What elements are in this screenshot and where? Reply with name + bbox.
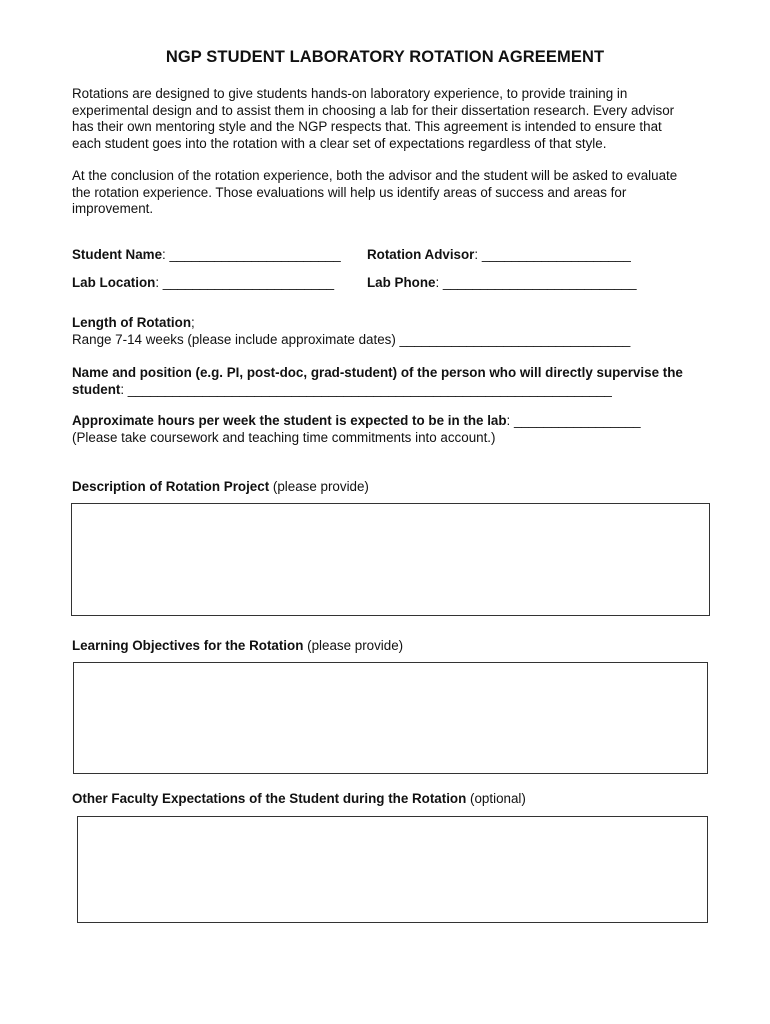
rotation-advisor-field[interactable] [367,247,631,264]
rotation-advisor-label: Rotation Advisor [367,247,475,262]
supervisor-field [72,365,683,398]
intro-line: experimental design and to assist them in choosing a lab for their dissertation research. Every advisor [72,102,675,118]
rotation-advisor-blank[interactable]: : ____________________ [474,247,631,262]
hours-label: Approximate hours per week the student is expected to be in the lab [72,413,507,428]
supervisor-blank[interactable]: : _________________________________________________________________ [120,381,612,397]
intro-line: the rotation experience. Those evaluations will help us identify areas of success and areas for [72,184,627,200]
hours-note: (Please take coursework and teaching time commitments into account.) [72,429,496,445]
description-textbox[interactable] [71,503,710,616]
objectives-note: (please provide) [303,638,404,653]
expectations-label: Other Faculty Expectations of the Student during the Rotation [72,791,467,806]
length-of-rotation [72,315,630,348]
length-suffix: ; [191,315,195,330]
supervisor-label-line1: Name and position (e.g. PI, post-doc, grad-student) of the person who will directly supervise the [72,365,683,380]
description-note: (please provide) [269,479,369,494]
intro-line: has their own mentoring style and the NGP respects that. This agreement is intended to ensure that [72,119,662,134]
description-heading [72,479,369,496]
lab-location-label: Lab Location [72,275,156,290]
objectives-label: Learning Objectives for the Rotation [72,638,304,653]
intro-line: At the conclusion of the rotation experience, both the advisor and the student will be asked to evaluate [72,168,678,183]
lab-phone-blank[interactable]: : __________________________ [435,275,637,290]
lab-phone-field[interactable] [367,275,637,292]
hours-field [72,413,641,446]
hours-blank[interactable]: : _________________ [506,413,641,428]
expectations-textbox[interactable] [77,816,708,923]
student-name-field[interactable] [72,247,341,264]
expectations-heading [72,791,526,808]
intro-line: improvement. [72,201,154,216]
student-name-label: Student Name [72,247,163,262]
expectations-note: (optional) [466,791,526,806]
intro-line: each student goes into the rotation with a clear set of expectations regardless of that style. [72,135,607,151]
lab-location-blank[interactable]: : _______________________ [155,275,335,290]
length-label: Length of Rotation [72,315,191,330]
supervisor-label-line2: student [72,381,121,397]
objectives-textbox[interactable] [73,662,708,774]
page-title: NGP STUDENT LABORATORY ROTATION AGREEMENT [165,48,605,66]
objectives-heading [72,638,403,655]
lab-location-field[interactable] [72,275,334,292]
length-range-field[interactable]: Range 7-14 weeks (please include approximate dates) _______________________________ [72,331,631,347]
intro-paragraph-1 [72,86,712,152]
lab-phone-label: Lab Phone [367,275,436,290]
student-name-blank[interactable]: : _______________________ [162,247,341,262]
intro-paragraph-2 [72,168,712,218]
description-label: Description of Rotation Project [72,479,270,494]
intro-line: Rotations are designed to give students hands-on laboratory experience, to provide training in [72,86,628,101]
